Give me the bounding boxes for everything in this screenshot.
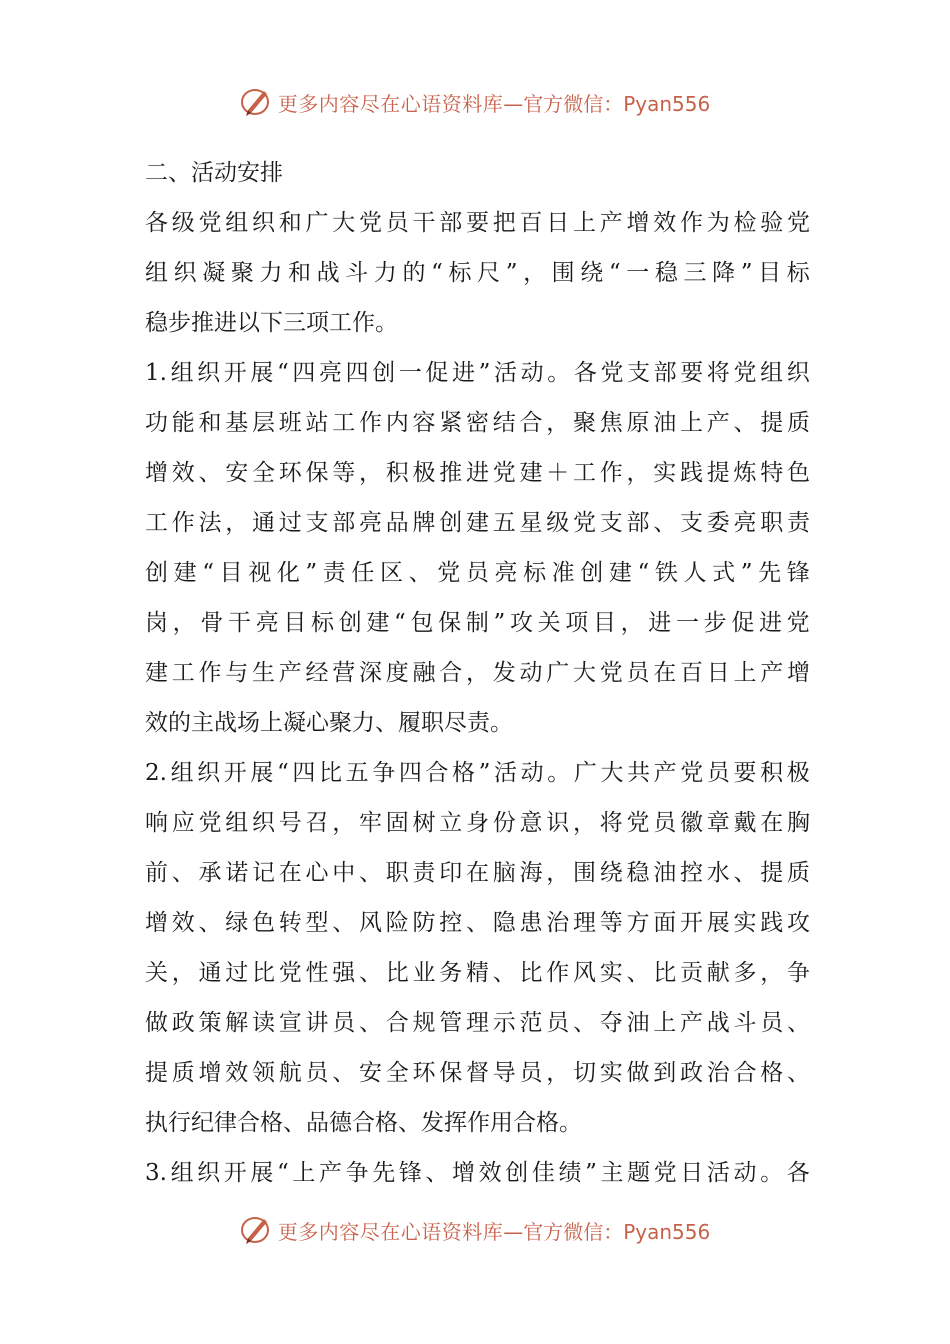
text-line: 二、活动安排	[145, 160, 283, 186]
text-line: 做 政 策 解 读 宣 讲 员 、 合 规 管 理 示 范 员 、 夺 油 上 产 战 斗 员 、	[145, 1010, 810, 1036]
banner-brand-text: 更多内容尽在心语资料库	[277, 91, 504, 116]
text-line: 3. 组 织 开 展 “ 上 产 争 先 锋 、 增 效 创 佳 绩 ” 主 题 党 日 活 动 。 各	[145, 1160, 810, 1186]
text-line: 关 ， 通 过 比 党 性 强 、 比 业 务 精 、 比 作 风 实 、 比 贡 献 多 ， 争	[145, 960, 810, 986]
text-line: 各 级 党 组 织 和 广 大 党 员 干 部 要 把 百 日 上 产 增 效 作 为 检 验 党	[145, 210, 810, 236]
text-line: 建 工 作 与 生 产 经 营 深 度 融 合 ， 发 动 广 大 党 员 在 百 日 上 产 增	[145, 660, 810, 686]
text-line: 1. 组 织 开 展 “ 四 亮 四 创 一 促 进 ” 活 动 。 各 党 支 部 要 将 党 组 织	[145, 360, 810, 386]
text-line: 执行纪律合格、品德合格、发挥作用合格。	[145, 1110, 582, 1136]
text-line: 增 效 、 安 全 环 保 等 ， 积 极 推 进 党 建 ＋ 工 作 ， 实 践 提 炼 特 色	[145, 460, 810, 486]
text-line: 创 建 “ 目 视 化 ” 责 任 区 、 党 员 亮 标 准 创 建 “ 铁 人 式 ” 先 锋	[145, 560, 810, 586]
document-body	[145, 148, 810, 1198]
banner-contact-text: —官方微信：Pyan556	[503, 91, 711, 116]
pen-logo-icon	[240, 85, 274, 119]
text-line: 效的主战场上凝心聚力、履职尽责。	[145, 710, 513, 736]
text-line: 2. 组 织 开 展 “ 四 比 五 争 四 合 格 ” 活 动 。 广 大 共 产 党 员 要 积 极	[145, 760, 810, 786]
text-line: 提 质 增 效 领 航 员 、 安 全 环 保 督 导 员 ， 切 实 做 到 政 治 合 格 、	[145, 1060, 810, 1086]
banner-brand-text: 更多内容尽在心语资料库	[277, 1219, 504, 1244]
text-line: 稳步推进以下三项工作。	[145, 310, 398, 336]
text-line: 响 应 党 组 织 号 召 ， 牢 固 树 立 身 份 意 识 ， 将 党 员 徽 章 戴 在 胸	[145, 810, 810, 836]
text-line: 增 效 、 绿 色 转 型 、 风 险 防 控 、 隐 患 治 理 等 方 面 开 展 实 践 攻	[145, 910, 810, 936]
header-watermark-banner	[0, 82, 950, 122]
pen-logo-icon	[240, 1213, 274, 1247]
banner-contact-text: —官方微信：Pyan556	[503, 1219, 711, 1244]
footer-watermark-banner	[0, 1210, 950, 1250]
text-line: 功 能 和 基 层 班 站 工 作 内 容 紧 密 结 合 ， 聚 焦 原 油 上 产 、 提 质	[145, 410, 810, 436]
text-line: 前 、 承 诺 记 在 心 中 、 职 责 印 在 脑 海 ， 围 绕 稳 油 控 水 、 提 质	[145, 860, 810, 886]
text-line: 岗 ， 骨 干 亮 目 标 创 建 “ 包 保 制 ” 攻 关 项 目 ， 进 一 步 促 进 党	[145, 610, 810, 636]
text-line: 工 作 法 ， 通 过 支 部 亮 品 牌 创 建 五 星 级 党 支 部 、 支 委 亮 职 责	[145, 510, 810, 536]
text-line: 组 织 凝 聚 力 和 战 斗 力 的 “ 标 尺 ” ， 围 绕 “ 一 稳 三 降 ” 目 标	[145, 260, 810, 286]
